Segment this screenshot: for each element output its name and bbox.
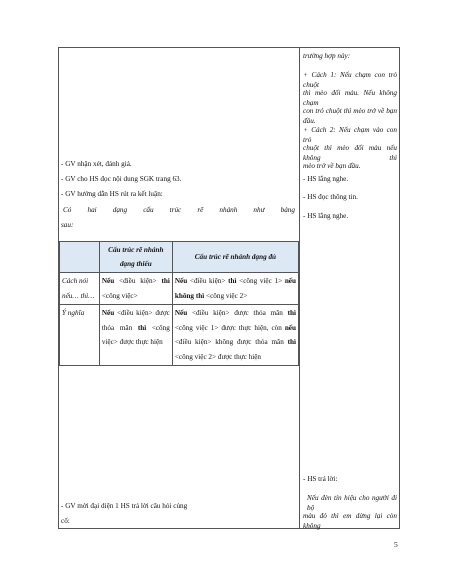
- left-line: cố:: [61, 517, 70, 525]
- keyword-text: thì: [287, 338, 296, 346]
- keyword-text: nếu: [284, 323, 296, 332]
- table-header: [60, 242, 100, 273]
- row-label: Ý nghĩa: [60, 305, 100, 366]
- right-line: mèo trở về bạn đầu.: [303, 162, 361, 170]
- keyword-text: Nếu: [101, 309, 115, 317]
- right-line: + Cách 2: Nếu chạm vào con trỏ: [303, 126, 397, 144]
- keyword-text: thì: [161, 277, 170, 285]
- left-line: - GV mời đại diện 1 HS trả lời câu hỏi củng: [61, 502, 188, 510]
- left-line: - GV nhận xét, đánh giá.: [61, 160, 132, 168]
- right-line: trường hợp này:: [303, 52, 351, 60]
- cell-text: <điều kiện> được thỏa mãn: [187, 309, 288, 317]
- right-line: con trỏ chuột thì mèo trở về bạn đầu.: [303, 107, 397, 125]
- table-row: [60, 305, 299, 366]
- cell-text: <công việc 2> được thực hiện: [174, 352, 262, 361]
- left-line: sau:: [61, 221, 74, 229]
- table-header: Cấu trúc rẽ nhánh dạng đủ: [172, 242, 298, 273]
- keyword-text: thì: [228, 277, 237, 285]
- left-line: - GV hướng dẫn HS rút ra kết luận:: [61, 190, 163, 198]
- right-line: - HS lắng nghe.: [303, 175, 349, 183]
- lesson-table: [58, 47, 400, 529]
- keyword-text: Nếu: [101, 277, 115, 285]
- cell-text: <công việc>: [101, 291, 138, 300]
- column-divider: [299, 48, 300, 528]
- right-line: thì mèo đổi màu. Nếu không chạm: [303, 89, 397, 107]
- cell-text: <điều kiện> không được thỏa mãn: [174, 338, 288, 346]
- cell-text: <điều kiện> được thỏa mãn: [101, 309, 170, 332]
- cell-text: <công việc 1> được thực hiện, còn: [174, 323, 285, 332]
- keyword-text: Nếu: [174, 309, 188, 317]
- right-line: Nếu đèn tín hiệu cho người đi bộ: [307, 494, 397, 512]
- table-cell: [172, 305, 298, 366]
- row-label: Cách nói nếu… thì…: [60, 273, 100, 305]
- keyword-text: nếu không thì: [174, 277, 296, 300]
- keyword-text: thì: [137, 323, 147, 332]
- right-line: màu đỏ thì em dừng lại còn không: [303, 512, 397, 530]
- right-line: + Cách 1: Nếu chạm con trỏ chuột: [303, 71, 397, 89]
- right-line: - HS đọc thông tin.: [303, 193, 358, 201]
- right-line: - HS lắng nghe.: [303, 212, 349, 220]
- table-header: Cấu trúc rẽ nhánh dạng thiếu: [99, 242, 172, 273]
- table-row: [60, 273, 299, 305]
- left-line: - GV cho HS đọc nội dung SGK trang 63.: [61, 175, 182, 183]
- table-cell: [99, 273, 172, 305]
- cell-text: <điều kiện>: [114, 277, 162, 285]
- keyword-text: Nếu: [174, 277, 188, 285]
- page-number: 5: [394, 540, 398, 549]
- table-header-row: [60, 242, 299, 273]
- cell-text: <công việc> được thực hiện: [101, 323, 170, 346]
- keyword-text: thì: [287, 309, 296, 317]
- table-cell: [99, 305, 172, 366]
- left-line: Có hai dạng cấu trúc rẽ nhánh như bảng: [63, 206, 295, 214]
- cell-text: <công việc 2>: [204, 291, 248, 300]
- structure-comparison-table: [59, 241, 299, 366]
- cell-text: <công việc 1>: [236, 277, 285, 285]
- table-cell: [172, 273, 298, 305]
- cell-text: <điều kiện>: [187, 277, 229, 285]
- right-line: chuột thì mèo đổi màu nếu không thì: [303, 144, 397, 162]
- right-line: - HS trả lời:: [303, 475, 338, 483]
